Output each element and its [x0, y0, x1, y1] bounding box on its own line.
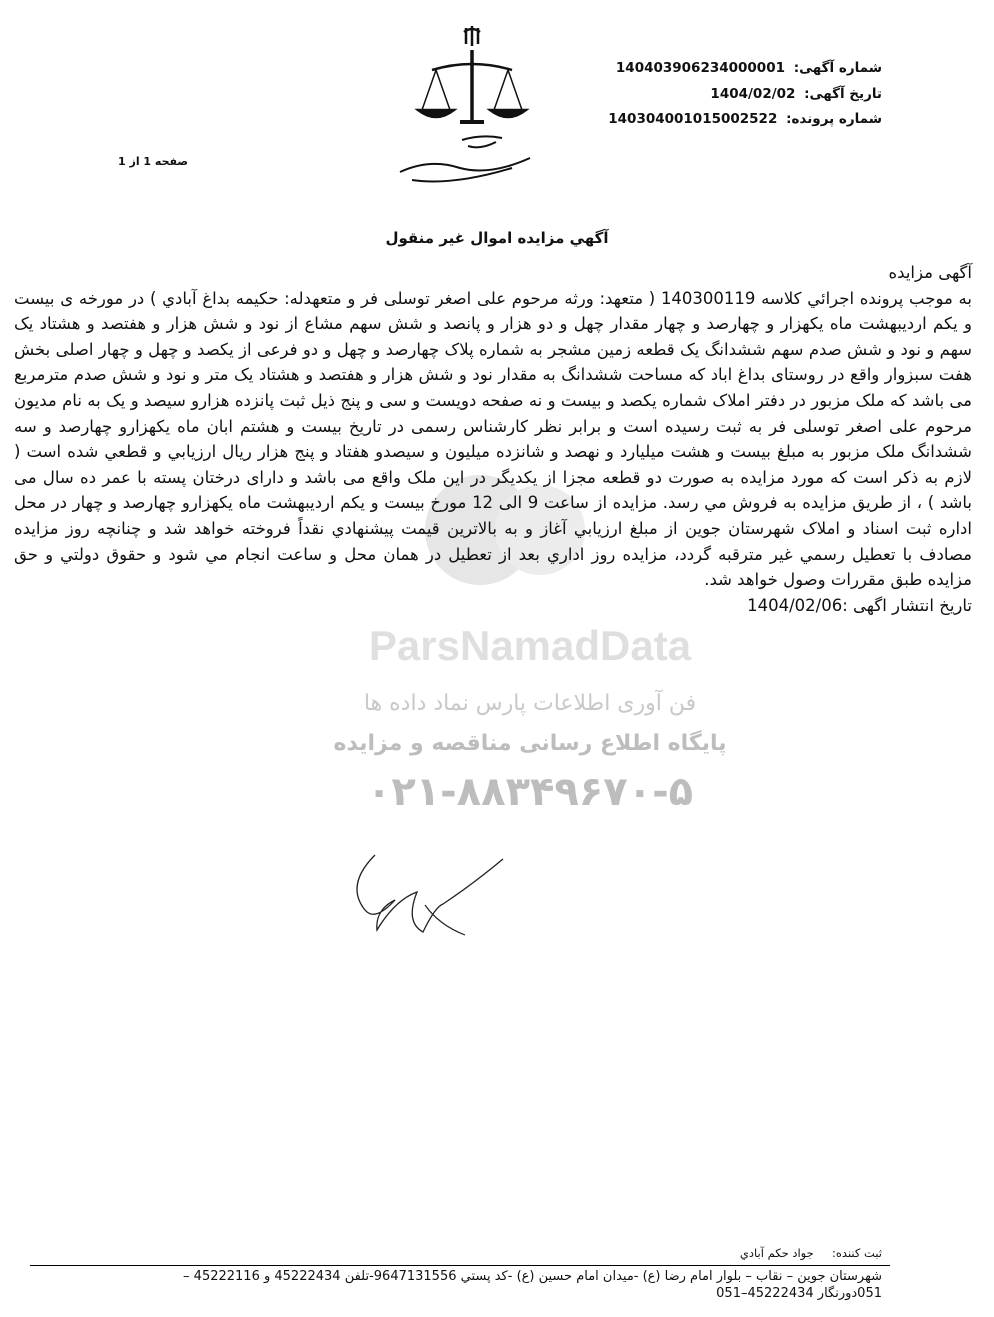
watermark-line1: فن آوری اطلاعات پارس نماد داده ها	[363, 691, 697, 716]
ad-date-row	[710, 86, 882, 102]
publish-date-label: تاریخ انتشار اگهی :	[842, 595, 972, 615]
notice-body	[14, 260, 972, 618]
ad-date: 1404/02/02	[710, 86, 796, 102]
body-heading: آگهی مزایده	[888, 263, 972, 282]
ad-number-label: شماره آگهی:	[793, 60, 882, 76]
publish-date-row	[14, 593, 972, 619]
file-number: 140304001015002522	[608, 111, 778, 127]
signature	[345, 845, 515, 945]
watermark-brand: ParsNamadData	[368, 622, 692, 669]
ad-number: 140403906234000001	[615, 60, 785, 76]
file-number-label: شماره پرونده:	[786, 111, 882, 127]
notice-title: آگهي مزايده اموال غير منقول	[385, 229, 609, 247]
page-number: صفحه 1 از 1	[118, 155, 189, 168]
ad-date-label: تاریخ آگهی:	[804, 86, 882, 102]
body-paragraph: به موجب پرونده اجرائي كلاسه 140300119 ( متعهد: ورثه مرحوم علی اصغر توسلی فر و متعهدله: حکیمه بداغ آبادي ) در مورخه ی بيست و يکم ارديبهشت ماه يکهزار و چهارصد و چهار مقدار چهل و دو هزار و پانصد و شش سهم مشاع از نود و شش هزار و هفتصد و هشتاد يک سهم و نود و شش صدم سهم ششدانگ يک قطعه زمين مشجر به شماره پلاک چهارصد و چهل و دو فرعی از يکصد و چهل و چهار اصلی بخش هفت سبزوار واقع در روستای بداغ اباد که مساحت ششدانگ به مقدار نود و شش هزار و هفتصد و هشتاد يک متر و نود و شش صدم مترمربع می باشد که ملک مزبور در دفتر املاک شماره يکصد و بيست و نه صفحه دويست و سی و پنج ذيل ثبت پانزده هزارو سيصد و يک به نام مديون مرحوم علی اصغر توسلی فر به ثبت رسيده است و برابر نظر کارشناس رسمی در تاريخ بيست و هشتم ابان ماه يکهزارو چهارصد و سه ششدانگ ملک مزبور به مبلغ بيست و هشت ميليارد و نهصد و شانزده ميليون و سيصدو هفتاد و پنج هزار ريال ارزيابي و قطعي شده است ( لازم به ذکر است که مورد مزايده به صورت دو قطعه مجزا از يکديگر در اين ملک واقع می باشد و دارای درختان پسته با عمر ده سال می باشد ) ، از طريق مزايده به فروش مي رسد. مزايده از ساعت 9 الی 12 مورخ بيست و يکم ارديبهشت ماه يکهزارو چهارصد و چهار در محل اداره ثبت اسناد و املاک شهرستان جوين از مبلغ ارزيابي آغاز و به بالاترين قيمت پيشنهادي نقداً فروخته خواهد شد و چنانچه روز مزايده مصادف با تعطيل رسمي غير مترقبه گردد، مزايده روز اداري بعد از تعطيل در همان محل و ساعت انجام مي شود و حقوق دولتي و حق مزايده طبق مقررات وصول خواهد شد.	[14, 288, 972, 590]
watermark-line2: پایگاه اطلاع رسانی مناقصه و مزایده	[333, 731, 727, 756]
registrar-name: جواد حکم آبادي	[739, 1246, 814, 1260]
publish-date: 1404/02/06	[747, 595, 843, 615]
ad-number-row	[616, 60, 882, 76]
registrar-row	[740, 1246, 882, 1260]
registrar-label: ثبت کننده:	[832, 1246, 882, 1260]
judiciary-emblem-icon	[392, 22, 552, 190]
footer-divider	[30, 1265, 890, 1266]
watermark-phone: ۰۲۱-۸۸۳۴۹۶۷۰-۵	[366, 769, 694, 815]
footer-address: شهرستان جوین – نقاب – بلوار امام رضا (ع) -میدان امام حسین (ع) -کد پستي 9647131556-تلفن 45222434 و 45222116 – 051دورنگار 45222434–051	[183, 1269, 882, 1301]
file-number-row	[608, 111, 882, 127]
